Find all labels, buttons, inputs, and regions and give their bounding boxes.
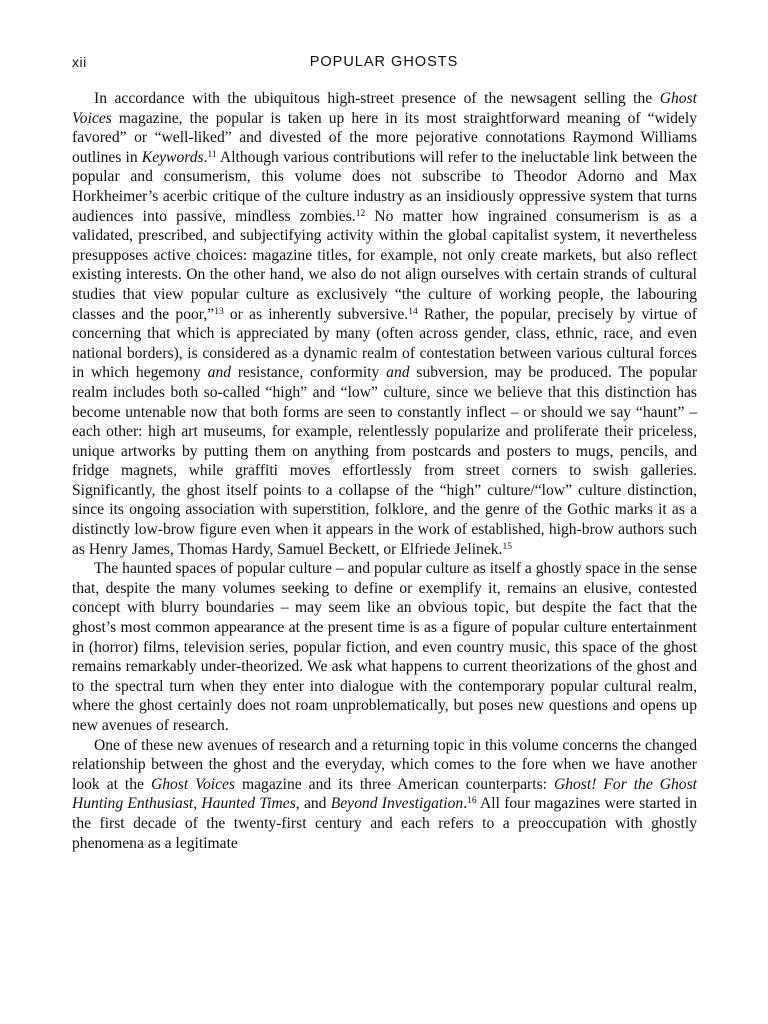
running-title: POPULAR GHOSTS [309,54,459,70]
text-run: , [193,795,202,813]
text-run: Although various contributions will refer to the ineluctable link between the popular and consumerism, this volume does not subscribe to Theodor Adorno and Max Horkheimer’s acerbic critique of the culture industry as an insidiously oppressive system that turns audiences into passive, mindless zombies. [72,148,697,225]
italic-text: and [386,364,410,382]
body-paragraph [72,736,697,854]
italic-text: Ghost Voices [72,90,697,127]
text-run: All four magazines were started in the first decade of the twenty-first century and each refers to a preoccupation with ghostly phenomena as a legitimate [72,795,698,852]
text-run: In accordance with the ubiquitous high-street presence of the newsagent selling the [94,90,660,107]
text-run: or as inherently subversive. [223,305,409,323]
page-number: xii [72,54,87,70]
text-run: No matter how ingrained consumerism is as a validated, prescribed, and subjectifying activity within the global capitalist system, it nevertheless presupposes active choices: magazine titles, for example, not only create markets, but also reflect existing interests. On the other hand, we also do not align ourselves with certain strands of cultural studies that view popular culture as exclusively “the culture of working people, the labouring classes and the poor,” [72,207,697,323]
footnote-ref: 14 [408,306,418,317]
text-run: magazine, the popular is taken up here in its most straightforward meaning of “widely favored” or “well-liked” and divested of the more pejorative connotations Raymond Williams outlines in [72,109,697,166]
body-paragraph [72,559,697,735]
text-run: One of these new avenues of research and a returning topic in this volume concerns the changed relationship between the ghost and the everyday, which comes to the fore when we have another look at the [72,736,697,793]
footnote-ref: 16 [467,796,477,807]
italic-text: Beyond Investigation [330,795,464,813]
italic-text: Ghost! For the Ghost Hunting Enthusiast [72,775,697,813]
running-head [72,54,696,76]
text-run: . [463,795,468,813]
footnote-ref: 11 [207,149,217,160]
text-run: subversion, may be produced. The popular realm includes both so-called “high” and “low” culture, since we believe that this distinction has become untenable now that both forms are seen to constantly inflect – or should we say “haunt” – each other: high art museums, for example, relentlessly popularize and proliferate their priceless, unique artworks by putting them on anything from postcards and posters to mugs, pencils, and fridge magnets, while graffiti moves effortlessly from street corners to swish galleries. Significantly, the ghost itself points to a collapse of the “high” culture/“low” culture distinction, since its ongoing association with superstition, folklore, and the genre of the Gothic marks it as a distinctly low-brow figure even when it appears in the work of established, high-brow authors such as Henry James, Thomas Hardy, Samuel Beckett, or Elfriede Jelinek. [72,364,698,558]
text-run: Rather, the popular, precisely by virtue of concerning that which is appreciated by many (often across gender, class, ethnic, race, and even national borders), is considered as a dynamic realm of contestation between various cultural forces in which hegemony [72,305,697,382]
italic-text: and [207,364,232,382]
italic-text: Keywords [141,148,204,166]
footnote-ref: 15 [502,541,512,552]
text-run: , and [295,795,331,813]
italic-text: Ghost Voices [150,775,235,793]
text-run: magazine and its three American counterparts: [235,775,554,793]
italic-text: Haunted Times [201,795,296,813]
text-run: The haunted spaces of popular culture – and popular culture as itself a ghostly space in the sense that, despite the many volumes seeking to define or exemplify it, remains an elusive, contested concept with blurry boundaries – may seem like an obvious topic, but despite the fact that the ghost’s most common appearance at the present time is as a figure of popular culture entertainment in (horror) films, television series, popular fiction, and even country music, this space of the ghost remains remarkably under-theorized. We ask what happens to current theorizations of the ghost and to the spectral turn when they enter into dialogue with the contemporary popular cultural realm, where the ghost certainly does not roam unproblematically, but poses new questions and opens up new avenues of research. [72,560,697,734]
body-paragraph [72,89,697,559]
footnote-ref: 13 [214,306,224,317]
text-run: resistance, conformity [231,364,387,382]
footnote-ref: 12 [355,208,366,219]
body-text [72,89,697,853]
text-run: . [203,148,208,166]
